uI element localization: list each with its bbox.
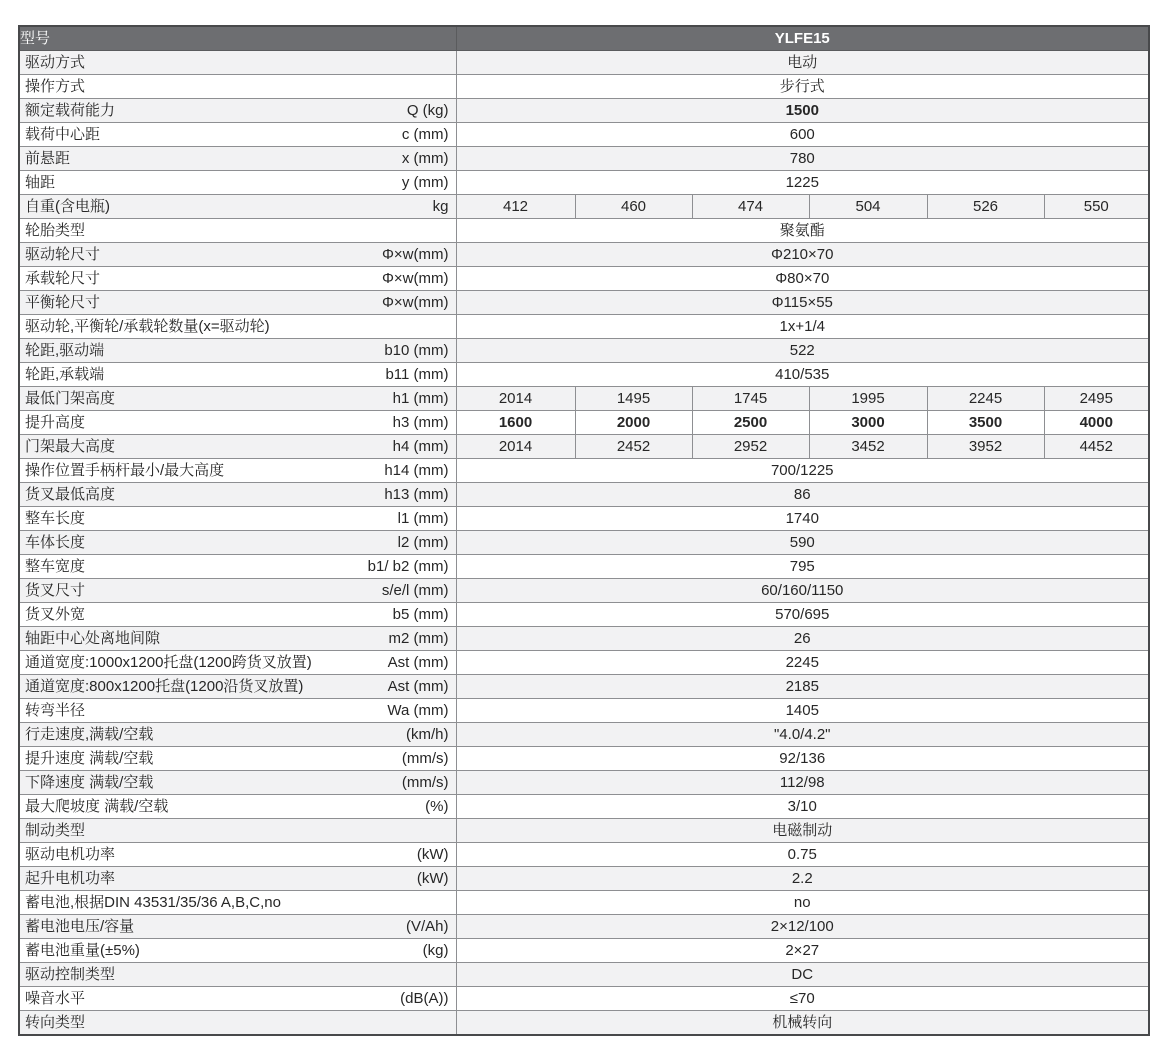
spec-label: 通道宽度:1000x1200托盘(1200跨货叉放置) [25,654,312,671]
spec-label-cell [19,987,456,1011]
spec-label-cell [19,435,456,459]
table-row [19,867,1149,891]
spec-value: 1500 [456,99,1149,123]
spec-sheet [18,25,1150,1036]
spec-label-cell [19,939,456,963]
spec-label-cell [19,843,456,867]
spec-label: 提升速度 满载/空载 [25,750,154,767]
spec-label-cell [19,195,456,219]
spec-value: 780 [456,147,1149,171]
spec-value: 86 [456,483,1149,507]
spec-value: 26 [456,627,1149,651]
spec-label: 平衡轮尺寸 [25,294,101,311]
spec-unit: b10 (mm) [384,342,449,359]
table-row [19,747,1149,771]
spec-label-cell [19,603,456,627]
spec-unit: (kW) [416,846,449,863]
table-row [19,651,1149,675]
spec-value: 1740 [456,507,1149,531]
spec-value: 机械转向 [456,1011,1149,1036]
spec-value: 2000 [575,411,692,435]
table-row [19,1011,1149,1036]
spec-value: 570/695 [456,603,1149,627]
table-row [19,819,1149,843]
table-row [19,219,1149,243]
spec-unit: b5 (mm) [392,606,449,623]
table-row [19,267,1149,291]
spec-unit: h1 (mm) [392,390,449,407]
spec-label-cell [19,915,456,939]
spec-label-cell [19,411,456,435]
table-row [19,891,1149,915]
table-row [19,555,1149,579]
spec-value: 526 [927,195,1044,219]
spec-value: 1405 [456,699,1149,723]
spec-unit: h13 (mm) [384,486,449,503]
spec-value: "4.0/4.2" [456,723,1149,747]
spec-label: 门架最大高度 [25,438,116,455]
spec-unit: (mm/s) [401,774,449,791]
spec-label: 提升高度 [25,414,86,431]
spec-label-cell [19,531,456,555]
model-header-value: YLFE15 [456,26,1149,51]
table-row [19,531,1149,555]
spec-label-cell [19,651,456,675]
spec-label: 驱动控制类型 [25,966,116,983]
spec-label: 驱动轮尺寸 [25,246,101,263]
spec-unit: (V/Ah) [405,918,449,935]
spec-label: 蓄电池重量(±5%) [25,942,140,959]
spec-unit: m2 (mm) [388,630,449,647]
spec-unit: l2 (mm) [397,534,449,551]
table-row [19,387,1149,411]
spec-value: 2014 [456,387,575,411]
spec-unit: Φ×w(mm) [381,246,449,263]
spec-label: 车体长度 [25,534,86,551]
table-row [19,843,1149,867]
spec-value: 3000 [809,411,927,435]
spec-value: Φ115×55 [456,291,1149,315]
spec-label-cell [19,219,456,243]
spec-label-cell [19,459,456,483]
spec-label-cell [19,579,456,603]
table-row [19,147,1149,171]
spec-label: 货叉尺寸 [25,582,86,599]
spec-label-cell [19,315,456,339]
table-row [19,795,1149,819]
spec-label-cell [19,267,456,291]
table-row [19,363,1149,387]
spec-value: 522 [456,339,1149,363]
spec-table [18,25,1150,1036]
spec-value: 1495 [575,387,692,411]
spec-label-cell [19,243,456,267]
spec-value: 2×27 [456,939,1149,963]
spec-value: 3952 [927,435,1044,459]
spec-value: 2452 [575,435,692,459]
spec-label-cell [19,171,456,195]
spec-value: 550 [1044,195,1149,219]
spec-label: 蓄电池电压/容量 [25,918,135,935]
spec-label: 行走速度,满载/空载 [25,726,154,743]
spec-value: 795 [456,555,1149,579]
spec-label-cell [19,507,456,531]
table-row [19,483,1149,507]
spec-value: 410/535 [456,363,1149,387]
spec-value: 2.2 [456,867,1149,891]
model-header-label: 型号 [19,26,456,51]
table-row [19,435,1149,459]
spec-label: 整车宽度 [25,558,86,575]
table-row [19,411,1149,435]
table-header-row [19,26,1149,51]
spec-label-cell [19,699,456,723]
spec-unit: c (mm) [401,126,449,143]
spec-label: 制动类型 [25,822,86,839]
table-row [19,987,1149,1011]
table-row [19,459,1149,483]
spec-value: 4452 [1044,435,1149,459]
spec-label: 蓄电池,根据DIN 43531/35/36 A,B,C,no [25,894,281,911]
spec-label-cell [19,891,456,915]
spec-value: 460 [575,195,692,219]
spec-unit: (km/h) [406,726,449,743]
spec-label: 通道宽度:800x1200托盘(1200沿货叉放置) [25,678,304,695]
spec-label-cell [19,387,456,411]
table-row [19,51,1149,75]
spec-label-cell [19,795,456,819]
spec-label: 起升电机功率 [25,870,116,887]
spec-value: 2245 [456,651,1149,675]
table-row [19,579,1149,603]
table-row [19,915,1149,939]
table-row [19,699,1149,723]
spec-label: 转弯半径 [25,702,86,719]
spec-value: 步行式 [456,75,1149,99]
spec-value: 2952 [692,435,809,459]
spec-unit: Ast (mm) [387,678,449,695]
table-row [19,99,1149,123]
table-row [19,939,1149,963]
spec-label: 轴距 [25,174,56,191]
spec-label: 操作位置手柄杆最小/最大高度 [25,462,225,479]
spec-value: 4000 [1044,411,1149,435]
spec-label: 驱动轮,平衡轮/承载轮数量(x=驱动轮) [25,318,270,335]
spec-value: DC [456,963,1149,987]
spec-value: 2500 [692,411,809,435]
spec-label: 自重(含电瓶) [25,198,110,215]
spec-value: ≤70 [456,987,1149,1011]
spec-unit: Q (kg) [406,102,449,119]
spec-value: 600 [456,123,1149,147]
spec-label: 下降速度 满载/空载 [25,774,154,791]
spec-value: 电动 [456,51,1149,75]
spec-label-cell [19,1011,456,1036]
spec-label-cell [19,627,456,651]
spec-label-cell [19,867,456,891]
spec-value: 1995 [809,387,927,411]
spec-unit: Ast (mm) [387,654,449,671]
table-row [19,771,1149,795]
spec-rows-body [19,51,1149,1036]
spec-unit: (mm/s) [401,750,449,767]
spec-label: 转向类型 [25,1014,86,1031]
spec-label: 货叉外宽 [25,606,86,623]
spec-unit: b11 (mm) [385,366,449,383]
spec-label-cell [19,339,456,363]
spec-value: 2495 [1044,387,1149,411]
spec-value: 92/136 [456,747,1149,771]
spec-value: 412 [456,195,575,219]
spec-unit: (%) [425,798,449,815]
table-row [19,963,1149,987]
spec-label-cell [19,123,456,147]
spec-value: no [456,891,1149,915]
spec-label-cell [19,819,456,843]
spec-unit: b1/ b2 (mm) [367,558,449,575]
spec-value: 2185 [456,675,1149,699]
table-row [19,195,1149,219]
spec-label-cell [19,483,456,507]
spec-unit: y (mm) [401,174,449,191]
spec-label: 前悬距 [25,150,71,167]
spec-value: 1745 [692,387,809,411]
spec-value: Φ80×70 [456,267,1149,291]
table-row [19,291,1149,315]
spec-value: 1225 [456,171,1149,195]
spec-label-cell [19,963,456,987]
spec-label-cell [19,555,456,579]
spec-unit: (kg) [422,942,449,959]
spec-label: 轮距,驱动端 [25,342,105,359]
spec-value: 3452 [809,435,927,459]
spec-label-cell [19,363,456,387]
spec-value: 590 [456,531,1149,555]
spec-value: 504 [809,195,927,219]
spec-value: 3/10 [456,795,1149,819]
table-row [19,315,1149,339]
spec-value: 700/1225 [456,459,1149,483]
spec-label: 额定载荷能力 [25,102,116,119]
spec-label: 最低门架高度 [25,390,116,407]
spec-value: 2245 [927,387,1044,411]
spec-unit: Φ×w(mm) [381,294,449,311]
spec-value: 电磁制动 [456,819,1149,843]
spec-label: 噪音水平 [25,990,86,1007]
spec-label-cell [19,75,456,99]
spec-label: 轴距中心处离地间隙 [25,630,161,647]
spec-value: 0.75 [456,843,1149,867]
spec-unit: l1 (mm) [397,510,449,527]
table-row [19,675,1149,699]
spec-unit: (dB(A)) [400,990,449,1007]
spec-label: 驱动电机功率 [25,846,116,863]
spec-label: 最大爬坡度 满载/空载 [25,798,169,815]
spec-label: 驱动方式 [25,54,86,71]
spec-label-cell [19,747,456,771]
table-row [19,243,1149,267]
spec-value: 聚氨酯 [456,219,1149,243]
table-row [19,171,1149,195]
spec-label-cell [19,51,456,75]
table-row [19,123,1149,147]
spec-label-cell [19,771,456,795]
table-row [19,723,1149,747]
spec-label: 操作方式 [25,78,86,95]
table-row [19,75,1149,99]
spec-value: 2014 [456,435,575,459]
spec-label: 轮胎类型 [25,222,86,239]
spec-label-cell [19,291,456,315]
spec-label-cell [19,99,456,123]
spec-unit: h3 (mm) [392,414,449,431]
spec-value: 1600 [456,411,575,435]
spec-label-cell [19,147,456,171]
spec-value: 112/98 [456,771,1149,795]
spec-unit: s/e/l (mm) [381,582,449,599]
table-row [19,339,1149,363]
spec-unit: Wa (mm) [387,702,449,719]
spec-unit: h14 (mm) [384,462,449,479]
spec-value: 1x+1/4 [456,315,1149,339]
spec-unit: h4 (mm) [392,438,449,455]
spec-unit: (kW) [416,870,449,887]
table-row [19,603,1149,627]
spec-label: 货叉最低高度 [25,486,116,503]
spec-label: 承载轮尺寸 [25,270,101,287]
spec-label-cell [19,675,456,699]
table-row [19,507,1149,531]
spec-unit: x (mm) [401,150,449,167]
spec-value: Φ210×70 [456,243,1149,267]
table-row [19,627,1149,651]
spec-value: 2×12/100 [456,915,1149,939]
spec-unit: kg [432,198,449,215]
spec-label-cell [19,723,456,747]
spec-unit: Φ×w(mm) [381,270,449,287]
spec-value: 60/160/1150 [456,579,1149,603]
spec-value: 3500 [927,411,1044,435]
spec-label: 载荷中心距 [25,126,101,143]
spec-label: 整车长度 [25,510,86,527]
spec-label: 轮距,承载端 [25,366,105,383]
spec-value: 474 [692,195,809,219]
